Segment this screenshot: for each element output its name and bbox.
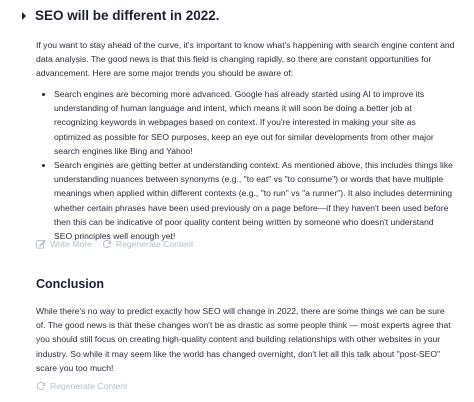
section-header[interactable] [22, 8, 220, 23]
section-title: SEO will be different in 2022. [35, 8, 220, 23]
edit-icon [36, 239, 46, 249]
regenerate-button[interactable] [102, 239, 193, 249]
refresh-icon [102, 239, 112, 249]
conclusion-actions [36, 381, 137, 391]
regenerate-label: Regenerate Content [50, 381, 128, 391]
write-more-button[interactable] [36, 239, 92, 249]
section-actions [36, 239, 203, 249]
regenerate-button[interactable] [36, 381, 127, 391]
conclusion-paragraph: While there's no way to predict exactly how SEO will change in 2022, there are some things we can be sure of. The good news is that these changes won't be as drastic as some people think — most experts agree that you should still focus on creating high-quality content and building relationships with other websites in your industry. So while it may seem like the world has changed overnight, don't let all this talk about "post-SEO" scare you too much! [36, 306, 451, 373]
list-item: • Search engines are becoming more advanced. Google has already started using AI to improve its understanding of human language and intent, which means it will soon be doing a better job at recognizing keywords in webpages based on context. If you're interested in making your site as optimized as possible for SEO purposes, keep an eye out for similar developments from other major search engines like Bing and Yahoo! [54, 87, 454, 158]
caret-right-icon[interactable] [22, 12, 26, 20]
trend-list [36, 87, 454, 243]
intro-paragraph: If you want to stay ahead of the curve, it's important to know what's happening with search engine content and data analysis. The good news is that this field is changing rapidly, so there are constant opportunities for advancement. Here are some major trends you should be aware of: [36, 40, 455, 79]
regenerate-label: Regenerate Content [115, 239, 194, 249]
refresh-icon [36, 381, 46, 391]
conclusion-heading: Conclusion [36, 277, 105, 291]
list-item: • Search engines are getting better at understanding context. As mentioned above, this includes things like understanding nuances between synonyms (e.g., "to eat" vs "to consume") or words that have multiple meanings when applied within different contexts (e.g., "to run" vs "a runner"). It also includes determining whether certain phrases have been used previously on a page before—if they haven't been used before then this can be indicative of poor quality content being written by someone who doesn't understand SEO principles well enough yet! [54, 158, 454, 243]
write-more-label: Write More [50, 239, 92, 249]
